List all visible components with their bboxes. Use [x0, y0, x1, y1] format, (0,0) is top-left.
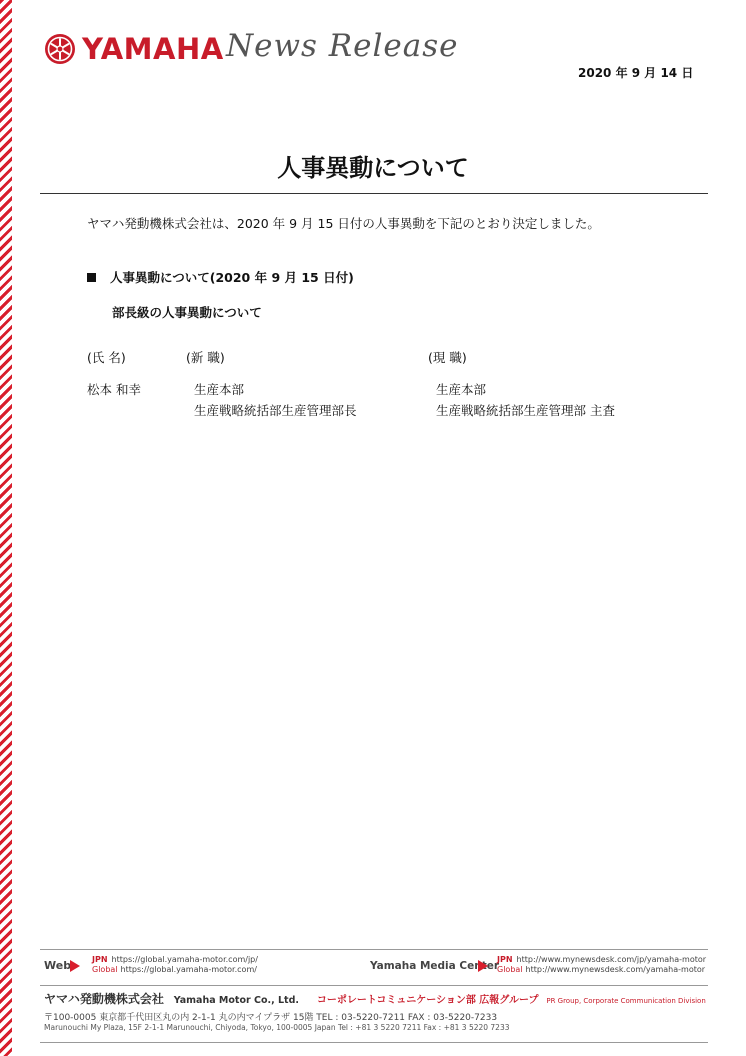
company-name-jp: ヤマハ発動機株式会社	[44, 992, 164, 1006]
media-jpn-tag: JPN	[497, 955, 513, 964]
web-jpn-tag: JPN	[92, 955, 108, 964]
row-new-line2: 生産戦略統括部生産管理部長	[194, 403, 357, 418]
web-global-tag: Global	[92, 965, 118, 974]
section-subheading: 部長級の人事異動について	[112, 305, 262, 320]
address-jp: 〒100-0005 東京都千代田区丸の内 2-1-1 丸の内マイプラザ 15階 TEL : 03-5220-7211 FAX : 03-5220-7233	[44, 1013, 498, 1023]
section-heading	[87, 268, 354, 286]
media-global-link[interactable]	[497, 965, 705, 975]
news-release-tagline: News Release	[226, 28, 459, 64]
row-current-line1: 生産本部	[436, 382, 487, 397]
footer-divider-middle	[40, 985, 708, 986]
web-jpn-url[interactable]: https://global.yamaha-motor.com/jp/	[111, 955, 258, 964]
media-global-tag: Global	[497, 965, 523, 974]
section-heading-text: 人事異動について(2020 年 9 月 15 日付)	[110, 270, 354, 285]
media-jpn-url[interactable]: http://www.mynewsdesk.com/jp/yamaha-motor	[516, 955, 707, 964]
header-new-position: (新 職)	[186, 350, 225, 365]
row-name: 松本 和幸	[87, 382, 141, 397]
row-new-line1: 生産本部	[194, 382, 245, 397]
brand-wordmark: YAMAHA	[82, 32, 224, 66]
intro-paragraph: ヤマハ発動機株式会社は、2020 年 9 月 15 日付の人事異動を下記のとおり決定しました。	[87, 216, 600, 231]
company-line	[44, 990, 706, 1007]
release-date: 2020 年 9 月 14 日	[578, 66, 694, 80]
title-divider	[40, 193, 708, 194]
square-bullet-icon	[87, 273, 96, 282]
row-current-line2: 生産戦略統括部生産管理部 主査	[436, 403, 615, 418]
footer-divider-bottom	[40, 1042, 708, 1043]
company-name-en: Yamaha Motor Co., Ltd.	[173, 995, 299, 1006]
web-arrow-icon	[70, 960, 80, 972]
page-title: 人事異動について	[277, 154, 469, 182]
media-arrow-icon	[478, 960, 488, 972]
header-current-position: (現 職)	[428, 350, 467, 365]
web-label: Web	[44, 959, 72, 972]
media-center-label: Yamaha Media Center	[370, 960, 500, 972]
address-en: Marunouchi My Plaza, 15F 2-1-1 Marunouchi, Chiyoda, Tokyo, 100-0005 Japan Tel : +81 3 5220 7211 Fax : +81 3 5220 7233	[44, 1023, 510, 1032]
department-en: PR Group, Corporate Communication Division	[546, 997, 706, 1005]
header-name: (氏 名)	[87, 350, 126, 365]
media-global-url[interactable]: http://www.mynewsdesk.com/yamaha-motor	[525, 965, 706, 974]
footer-divider-top	[40, 949, 708, 950]
web-global-link[interactable]	[92, 965, 257, 975]
web-jpn-link[interactable]	[92, 955, 258, 965]
department-jp: コーポレートコミュニケーション部 広報グループ	[316, 995, 539, 1006]
yamaha-logo	[44, 32, 224, 66]
media-jpn-link[interactable]	[497, 955, 706, 965]
web-global-url[interactable]: https://global.yamaha-motor.com/	[120, 965, 257, 974]
tuning-fork-emblem-icon	[44, 33, 76, 65]
